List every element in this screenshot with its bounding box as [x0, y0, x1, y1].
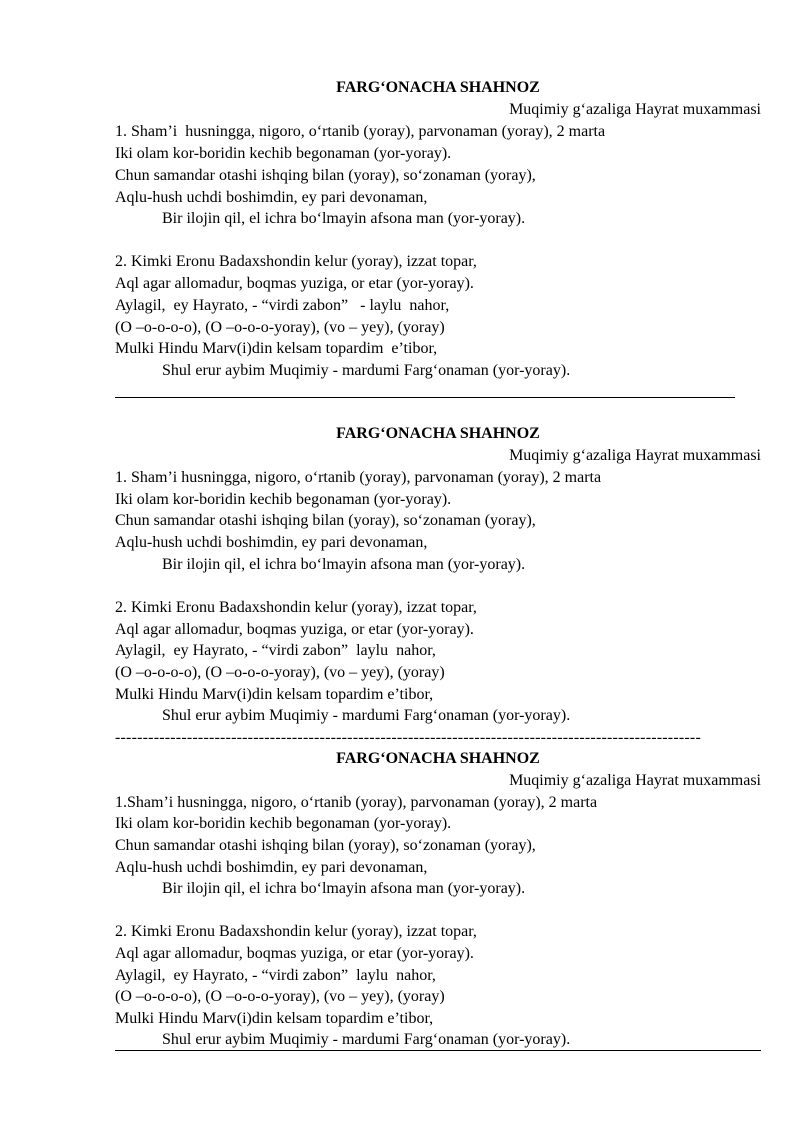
- verse-line: 2. Kimki Eronu Badaxshondin kelur (yoray), izzat topar,: [115, 599, 477, 616]
- verse-line: Iki olam kor-boridin kechib begonaman (yor-yoray).: [115, 815, 452, 832]
- verse-line: Aylagil, ey Hayrato, - “virdi zabon” laylu nahor,: [115, 967, 436, 984]
- separator-line: [115, 397, 735, 398]
- verse-line: Mulki Hindu Marv(i)din kelsam topardim e’tibor,: [115, 340, 438, 357]
- verse-line-indented: Bir ilojin qil, el ichra bo‘lmayin afsona man (yor-yoray).: [162, 880, 526, 897]
- verse-line: Aqlu-hush uchdi boshimdin, ey pari devonaman,: [115, 859, 428, 876]
- dashed-separator: ----------------------------------------------------------------------------------------------------------: [115, 729, 701, 746]
- verse-line: 2. Kimki Eronu Badaxshondin kelur (yoray), izzat topar,: [115, 253, 477, 270]
- verse-line: Aqlu-hush uchdi boshimdin, ey pari devonaman,: [115, 534, 428, 551]
- verse-line: Mulki Hindu Marv(i)din kelsam topardim e’tibor,: [115, 1010, 434, 1027]
- poem-subtitle: Muqimiy g‘azaliga Hayrat muxammasi: [509, 101, 761, 118]
- poem-title: FARG‘ONACHA SHAHNOZ: [336, 79, 540, 96]
- separator-line: [115, 1050, 761, 1051]
- verse-line-indented: Shul erur aybim Muqimiy - mardumi Farg‘onaman (yor-yoray).: [162, 1031, 571, 1048]
- verse-line-indented: Bir ilojin qil, el ichra bo‘lmayin afsona man (yor-yoray).: [162, 556, 526, 573]
- verse-line: Chun samandar otashi ishqing bilan (yoray), so‘zonaman (yoray),: [115, 837, 536, 854]
- poem-subtitle: Muqimiy g‘azaliga Hayrat muxammasi: [509, 447, 761, 464]
- verse-line-indented: Shul erur aybim Muqimiy - mardumi Farg‘onaman (yor-yoray).: [162, 707, 571, 724]
- verse-line: Aql agar allomadur, boqmas yuziga, or etar (yor-yoray).: [115, 945, 474, 962]
- verse-line: Chun samandar otashi ishqing bilan (yoray), so‘zonaman (yoray),: [115, 167, 536, 184]
- verse-line: Iki olam kor-boridin kechib begonaman (yor-yoray).: [115, 491, 452, 508]
- poem-subtitle: Muqimiy g‘azaliga Hayrat muxammasi: [509, 772, 761, 789]
- verse-line: (O –o-o-o-o), (O –o-o-o-yoray), (vo – yey), (yoray): [115, 319, 445, 336]
- verse-line: (O –o-o-o-o), (O –o-o-o-yoray), (vo – yey), (yoray): [115, 988, 445, 1005]
- verse-line-indented: Shul erur aybim Muqimiy - mardumi Farg‘onaman (yor-yoray).: [162, 362, 571, 379]
- poem-title: FARG‘ONACHA SHAHNOZ: [336, 750, 540, 767]
- verse-line: 1. Sham’i husningga, nigoro, o‘rtanib (yoray), parvonaman (yoray), 2 marta: [115, 469, 602, 486]
- verse-line: Mulki Hindu Marv(i)din kelsam topardim e’tibor,: [115, 686, 434, 703]
- verse-line: 1. Sham’i husningga, nigoro, o‘rtanib (yoray), parvonaman (yoray), 2 marta: [115, 123, 606, 140]
- verse-line: 2. Kimki Eronu Badaxshondin kelur (yoray), izzat topar,: [115, 923, 477, 940]
- verse-line: Aylagil, ey Hayrato, - “virdi zabon” laylu nahor,: [115, 642, 436, 659]
- verse-line: Chun samandar otashi ishqing bilan (yoray), so‘zonaman (yoray),: [115, 512, 536, 529]
- poem-title: FARG‘ONACHA SHAHNOZ: [336, 425, 540, 442]
- verse-line: Aql agar allomadur, boqmas yuziga, or etar (yor-yoray).: [115, 275, 474, 292]
- verse-line: Aqlu-hush uchdi boshimdin, ey pari devonaman,: [115, 189, 428, 206]
- verse-line-indented: Bir ilojin qil, el ichra bo‘lmayin afsona man (yor-yoray).: [162, 210, 526, 227]
- verse-line: Aylagil, ey Hayrato, - “virdi zabon” - laylu nahor,: [115, 297, 450, 314]
- verse-line: 1.Sham’i husningga, nigoro, o‘rtanib (yoray), parvonaman (yoray), 2 marta: [115, 794, 598, 811]
- verse-line: (O –o-o-o-o), (O –o-o-o-yoray), (vo – yey), (yoray): [115, 664, 445, 681]
- verse-line: Aql agar allomadur, boqmas yuziga, or etar (yor-yoray).: [115, 621, 474, 638]
- verse-line: Iki olam kor-boridin kechib begonaman (yor-yoray).: [115, 145, 452, 162]
